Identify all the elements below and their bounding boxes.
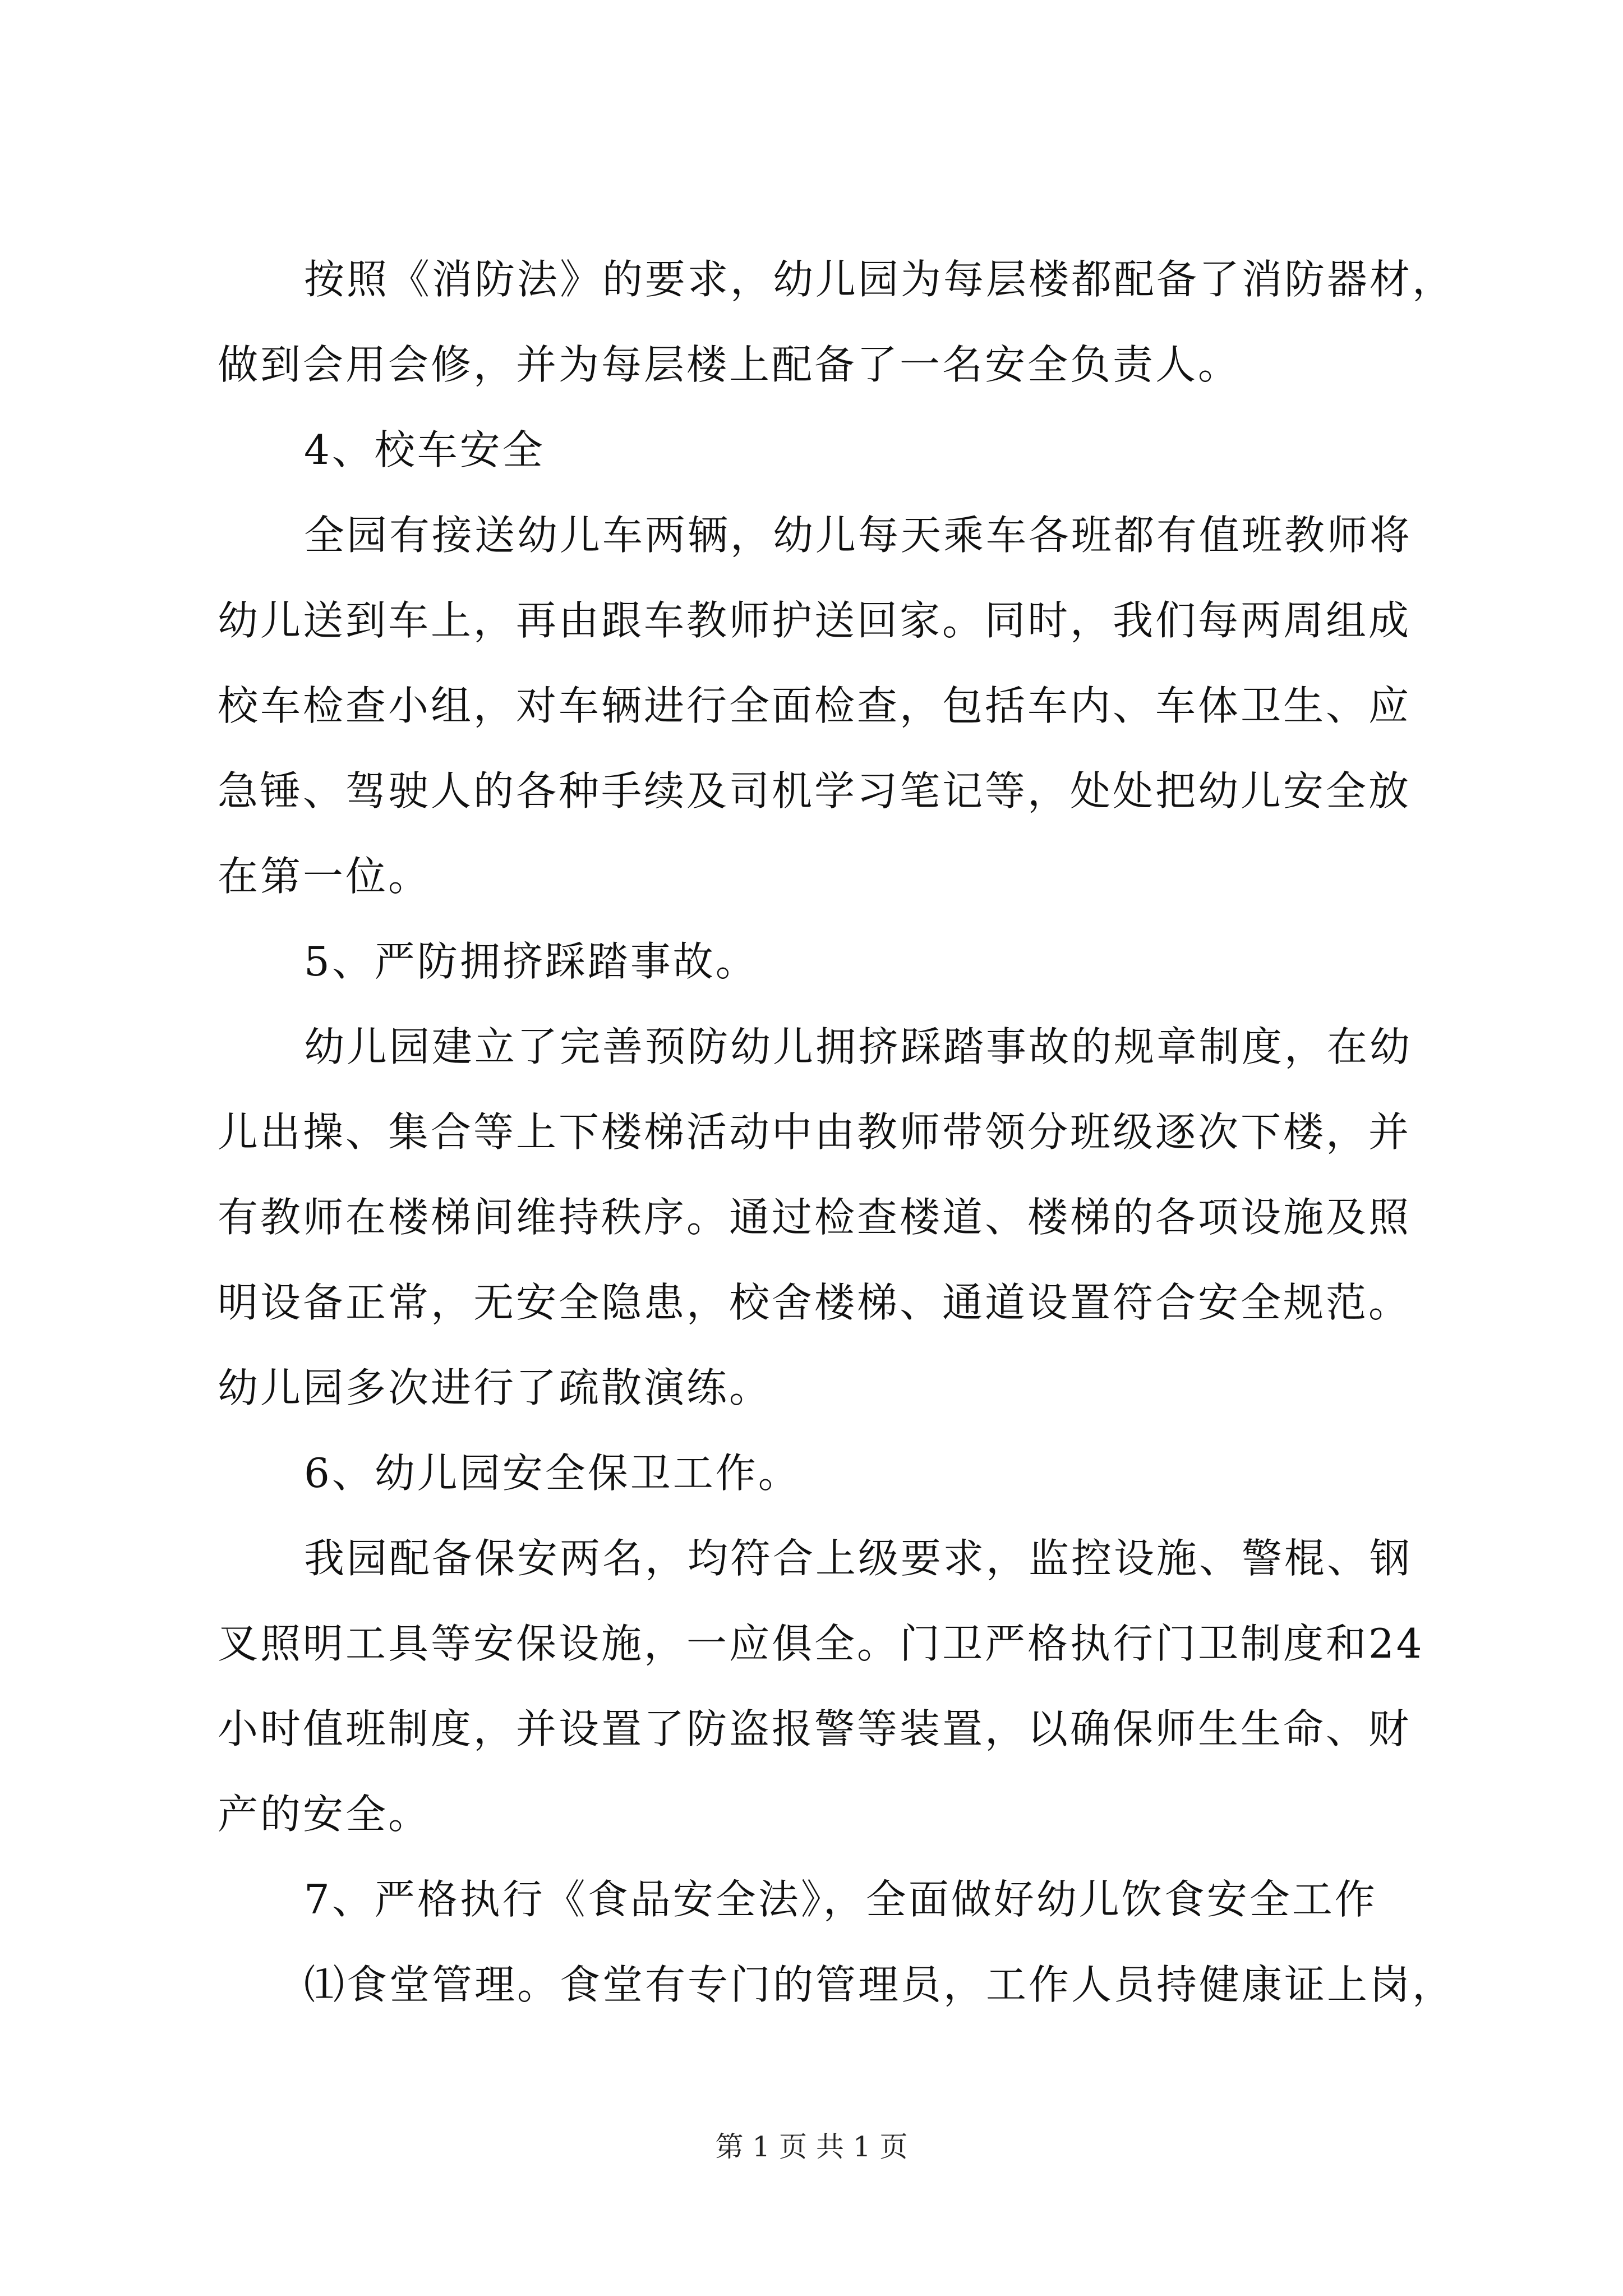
text-line: 幼儿园多次进行了疏散演练。 (218, 1364, 772, 1411)
text-line: 我园配备保安两名，均符合上级要求，监控设施、警棍、钢 (304, 1535, 1413, 1582)
section-heading: 7、严格执行《食品安全法》，全面做好幼儿饮食安全工作 (304, 1876, 1377, 1923)
text-line: ⑴食堂管理。食堂有专门的管理员，工作人员持健康证上岗， (304, 1961, 1455, 2008)
text-line: 校车检查小组，对车辆进行全面检查，包括车内、车体卫生、应 (218, 682, 1412, 729)
text-line: 在第一位。 (218, 853, 431, 900)
text-line: 做到会用会修，并为每层楼上配备了一名安全负责人。 (218, 341, 1241, 388)
text-line: 产的安全。 (218, 1791, 431, 1838)
section-heading: 5、严防拥挤踩踏事故。 (304, 938, 758, 985)
text-line: 幼儿送到车上，再由跟车教师护送回家。同时，我们每两周组成 (218, 597, 1412, 644)
section-heading: 4、校车安全 (304, 426, 545, 473)
text-line: 儿出操、集合等上下楼梯活动中由教师带领分班级逐次下楼，并 (218, 1108, 1412, 1156)
text-line: 明设备正常，无安全隐患，校舍楼梯、通道设置符合安全规范。 (218, 1279, 1412, 1326)
text-line: 按照《消防法》的要求，幼儿园为每层楼都配备了消防器材， (304, 256, 1455, 303)
section-heading: 6、幼儿园安全保卫工作。 (304, 1450, 801, 1497)
text-line: 幼儿园建立了完善预防幼儿拥挤踩踏事故的规章制度，在幼 (304, 1023, 1413, 1070)
text-line: 有教师在楼梯间维持秩序。通过检查楼道、楼梯的各项设施及照 (218, 1194, 1412, 1241)
text-line: 小时值班制度，并设置了防盗报警等装置，以确保师生生命、财 (218, 1705, 1412, 1752)
text-line: 急锤、驾驶人的各种手续及司机学习笔记等，处处把幼儿安全放 (218, 767, 1412, 815)
text-line: 全园有接送幼儿车两辆，幼儿每天乘车各班都有值班教师将 (304, 512, 1413, 559)
text-line: 叉照明工具等安保设施，一应俱全。门卫严格执行门卫制度和24 (218, 1620, 1424, 1667)
page-number-footer: 第 1 页 共 1 页 (715, 2131, 908, 2163)
